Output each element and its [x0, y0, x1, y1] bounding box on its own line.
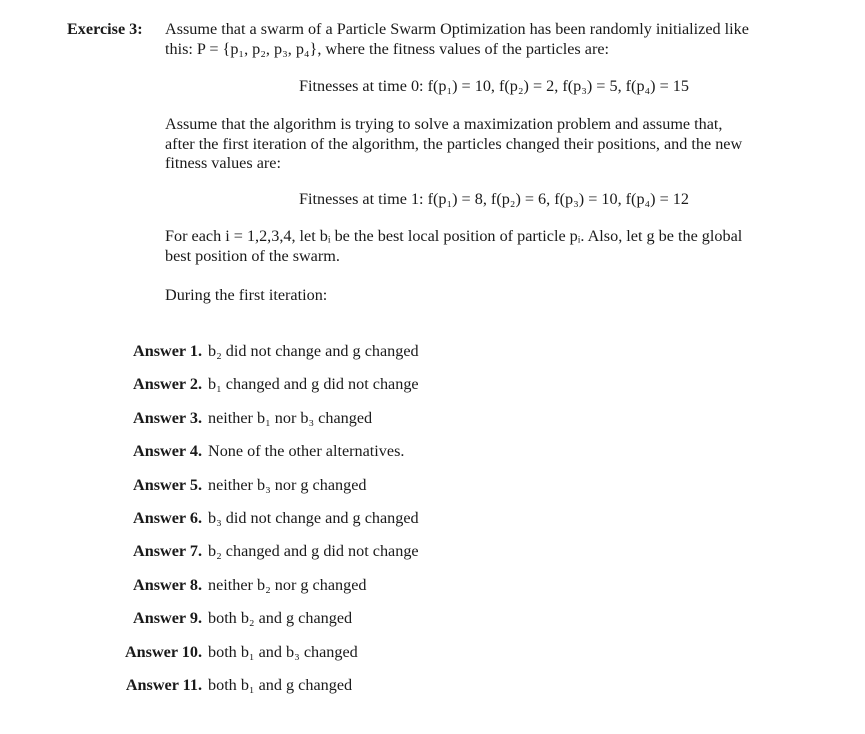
answer-text: both b₂ and g changed — [208, 609, 353, 627]
answer-option-9 — [104, 609, 352, 629]
answer-text: neither b₂ nor g changed — [208, 576, 367, 594]
maximization-paragraph — [165, 115, 823, 174]
exercise-label: Exercise 3: — [67, 20, 143, 38]
intro-line-1: Assume that a swarm of a Particle Swarm Optimization has been randomly initialized like — [165, 20, 749, 38]
first-iteration-text: During the first iteration: — [165, 286, 328, 304]
answer-option-11 — [104, 676, 352, 696]
answer-text: neither b₃ nor g changed — [208, 476, 367, 494]
answer-option-7 — [104, 542, 419, 562]
answer-text: neither b₁ nor b₃ changed — [208, 409, 373, 427]
answer-option-2 — [104, 375, 419, 395]
answer-option-10 — [104, 643, 358, 663]
para2-line-1: Assume that the algorithm is trying to solve a maximization problem and assume that, — [165, 115, 723, 133]
answer-label: Answer 1. — [133, 342, 202, 360]
intro-paragraph — [165, 20, 823, 59]
answer-label: Answer 8. — [133, 576, 202, 594]
para3-line-1: For each i = 1,2,3,4, let bᵢ be the best local position of particle pᵢ. Also, let g be the global — [165, 227, 743, 245]
definitions-paragraph — [165, 227, 823, 266]
answer-option-1 — [104, 342, 419, 362]
answer-label: Answer 10. — [124, 643, 202, 661]
answer-text: both b₁ and g changed — [208, 676, 353, 694]
answer-label: Answer 6. — [133, 509, 202, 527]
fitness-time-0: Fitnesses at time 0: f(p₁) = 10, f(p₂) = 2, f(p₃) = 5, f(p₄) = 15 — [299, 77, 689, 95]
fitness-time-1: Fitnesses at time 1: f(p₁) = 8, f(p₂) = 6, f(p₃) = 10, f(p₄) = 12 — [299, 190, 689, 208]
answer-label: Answer 2. — [133, 375, 202, 393]
answer-text: b₃ did not change and g changed — [208, 509, 419, 527]
answer-text: b₂ changed and g did not change — [208, 542, 419, 560]
answer-label: Answer 5. — [133, 476, 202, 494]
answer-text: both b₁ and b₃ changed — [208, 643, 358, 661]
answer-option-5 — [104, 476, 366, 496]
para2-line-3: fitness values are: — [165, 154, 281, 172]
para3-line-2: best position of the swarm. — [165, 246, 340, 265]
answer-text: None of the other alternatives. — [208, 442, 405, 460]
answer-option-8 — [104, 576, 366, 596]
answer-option-3 — [104, 409, 372, 429]
answer-text: b₁ changed and g did not change — [208, 375, 419, 393]
intro-line-2: this: P = {p₁, p₂, p₃, p₄}, where the fitness values of the particles are: — [165, 39, 610, 58]
answer-label: Answer 4. — [133, 442, 202, 460]
answer-text: b₂ did not change and g changed — [208, 342, 419, 360]
answer-option-6 — [104, 509, 419, 529]
answer-label: Answer 9. — [133, 609, 202, 627]
answer-option-4 — [104, 442, 404, 462]
para2-line-2: after the first iteration of the algorithm, the particles changed their positions, and the new — [165, 134, 743, 153]
answer-label: Answer 11. — [125, 676, 202, 694]
answer-label: Answer 3. — [133, 409, 202, 427]
answer-label: Answer 7. — [133, 542, 202, 560]
